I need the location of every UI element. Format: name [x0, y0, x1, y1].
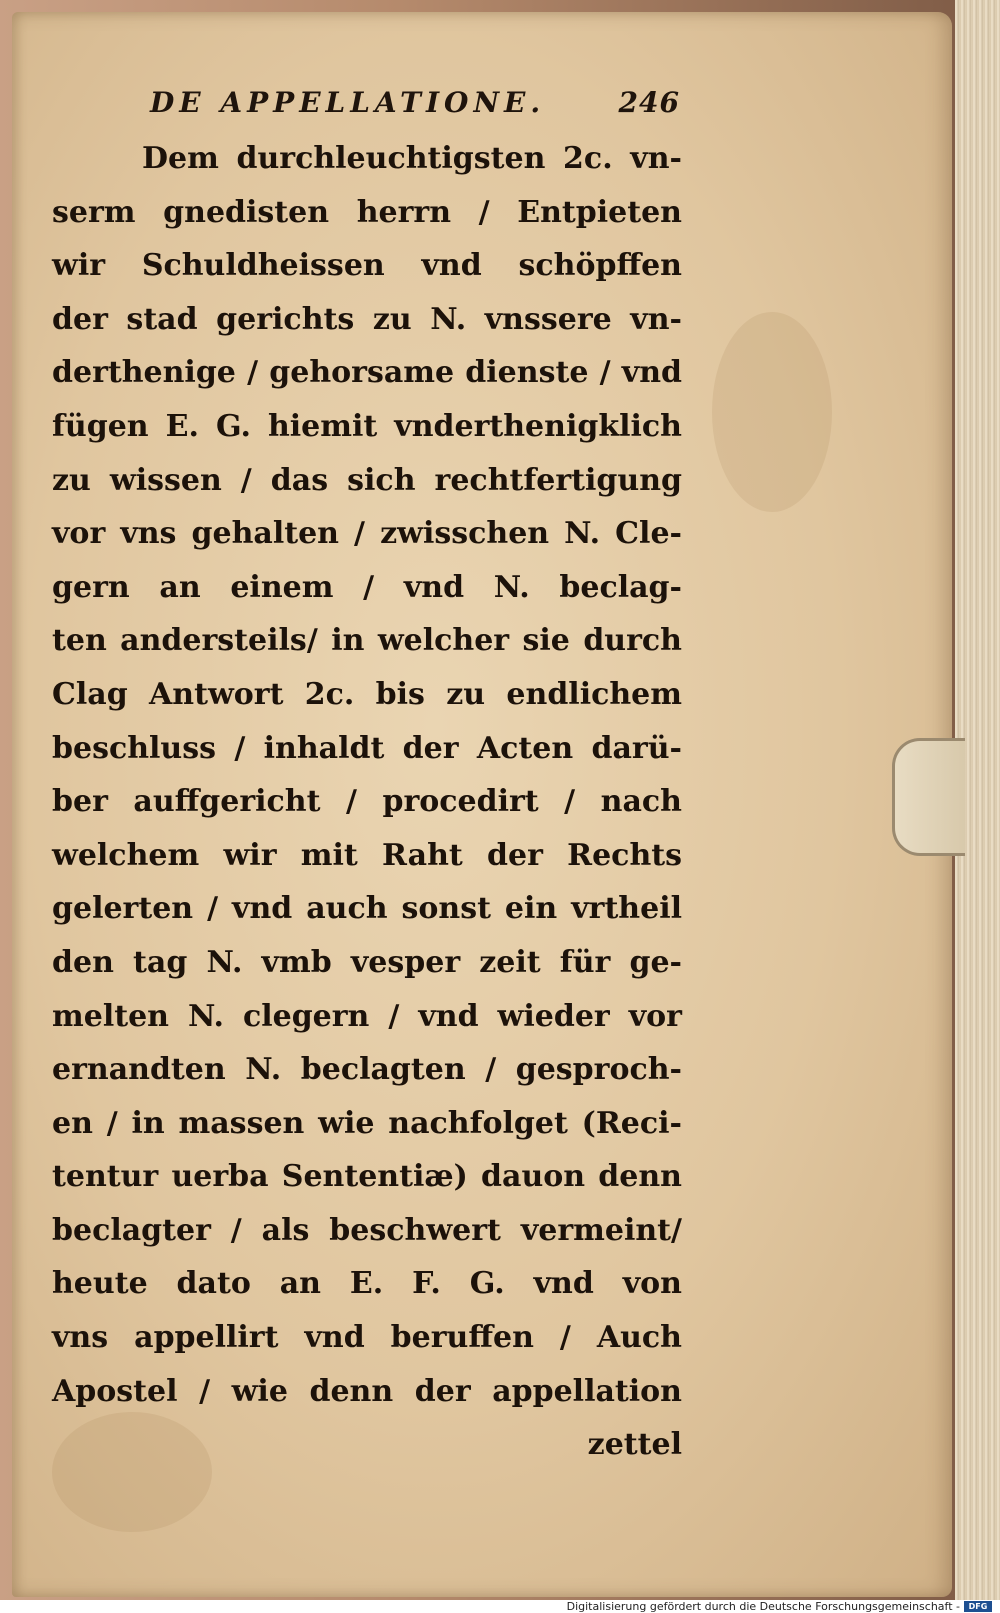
- page-tab-marker: [892, 738, 965, 856]
- text-line: serm gnedisten herrn / Entpieten: [52, 194, 682, 230]
- running-head-title: DE APPELLATIONE.: [150, 86, 546, 119]
- text-line: beschluss / inhaldt der Acten darü-: [52, 730, 682, 766]
- paper-stain: [712, 312, 832, 512]
- text-line: gern an einem / vnd N. beclag-: [52, 569, 682, 605]
- text-line: vns appellirt vnd beruffen / Auch: [52, 1320, 682, 1356]
- text-line: tentur uerba Sententiæ) dauon denn: [52, 1159, 682, 1195]
- text-line: en / in massen wie nachfolget (Reci-: [52, 1105, 682, 1141]
- main-text-block: [52, 132, 682, 1472]
- text-line: Dem durchleuchtigsten 2c. vn-: [142, 141, 682, 176]
- text-line: Apostel / wie denn der appellation: [52, 1373, 682, 1409]
- text-line: wir Schuldheissen vnd schöpffen: [52, 248, 682, 284]
- text-line: melten N. clegern / vnd wieder vor: [52, 998, 682, 1034]
- text-line: den tag N. vmb vesper zeit für ge-: [52, 944, 682, 980]
- text-line: derthenige / gehorsame dienste / vnd: [52, 355, 682, 391]
- dfg-logo: DFG: [964, 1601, 992, 1612]
- catchword: zettel: [587, 1427, 682, 1463]
- text-line: Clag Antwort 2c. bis zu endlichem: [52, 676, 682, 712]
- text-line: vor vns gehalten / zwisschen N. Cle-: [52, 516, 682, 552]
- text-line: fügen E. G. hiemit vnderthenigklich: [52, 408, 682, 444]
- text-line: beclagter / als beschwert vermeint/: [52, 1212, 682, 1248]
- text-line: ernandten N. beclagten / gesproch-: [52, 1052, 682, 1088]
- text-line: zu wissen / das sich rechtfertigung: [52, 462, 682, 498]
- text-line: gelerten / vnd auch sonst ein vrtheil: [52, 891, 682, 927]
- text-line: ber auffgericht / procedirt / nach: [52, 784, 682, 820]
- text-line: der stad gerichts zu N. vnssere vn-: [52, 301, 682, 337]
- funding-credit: Digitalisierung gefördert durch die Deutsche Forschungsgemeinschaft -: [566, 1600, 960, 1613]
- footer-bar: [0, 1600, 1000, 1613]
- page-number: 246: [618, 86, 680, 119]
- text-line: ten andersteils/ in welcher sie durch: [52, 623, 682, 659]
- running-header: [150, 86, 680, 119]
- text-line: welchem wir mit Raht der Rechts: [52, 837, 682, 873]
- text-line: heute dato an E. F. G. vnd von: [52, 1266, 682, 1302]
